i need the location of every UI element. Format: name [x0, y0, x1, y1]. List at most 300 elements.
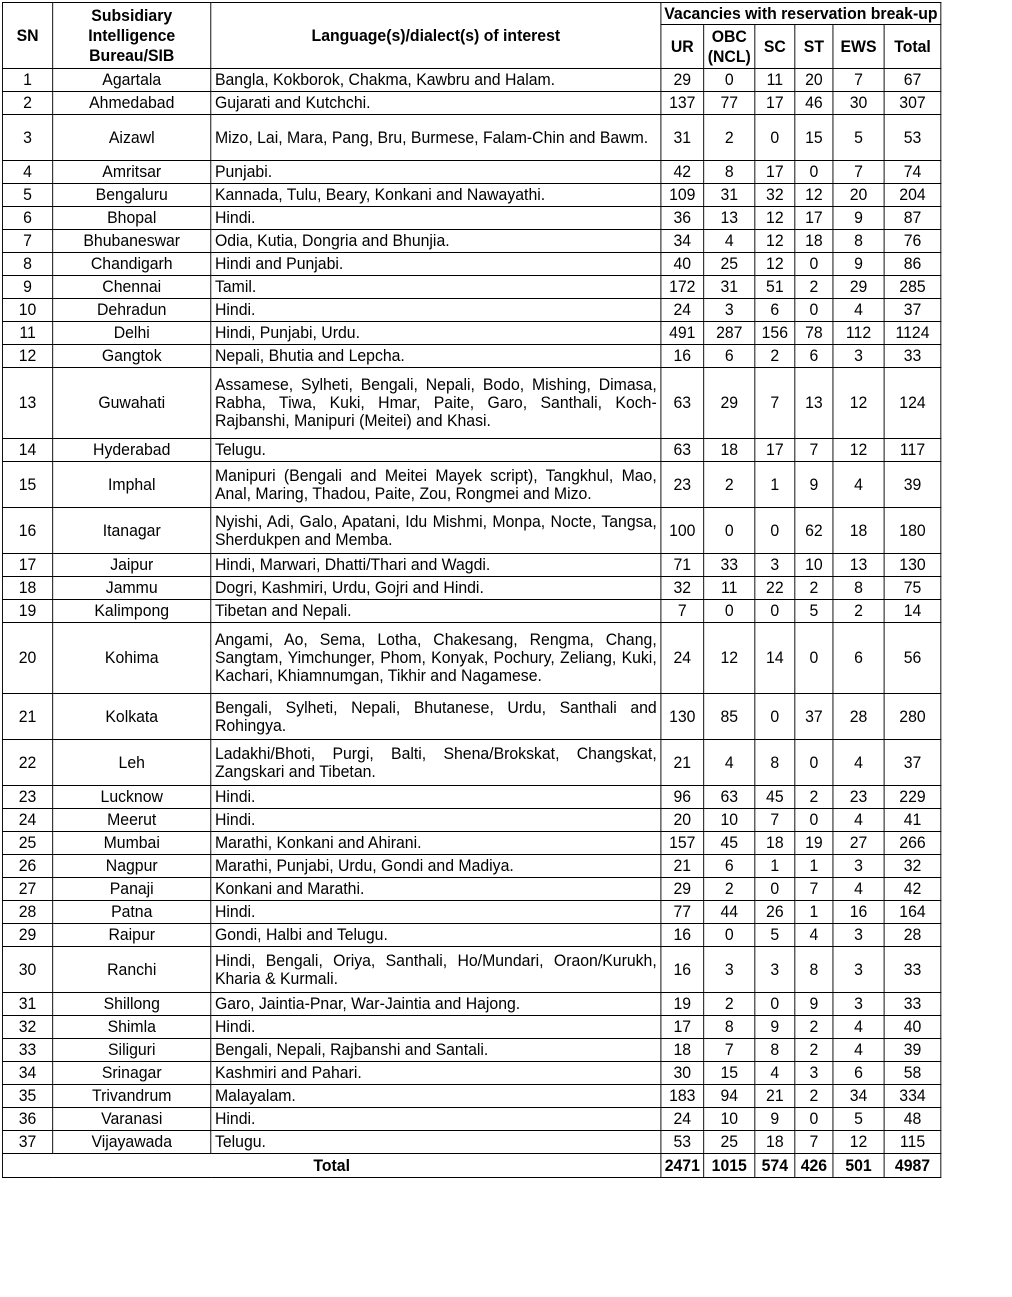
total-value: 334 [884, 1085, 941, 1108]
table-row [2, 1062, 940, 1085]
sn-cell: 25 [2, 832, 52, 855]
sc-value: 17 [755, 439, 795, 462]
table-row [2, 901, 940, 924]
language-list: Hindi and Punjabi. [211, 253, 661, 276]
table-row [2, 508, 940, 554]
table-row [2, 947, 940, 993]
sib-name: Lucknow [53, 786, 211, 809]
total-value: 56 [884, 623, 941, 694]
header-ews: EWS [833, 25, 884, 69]
sc-value: 8 [755, 740, 795, 786]
obc-value: 10 [704, 809, 755, 832]
sib-name: Shillong [53, 993, 211, 1016]
totals-obc: 1015 [704, 1154, 755, 1178]
ews-value: 6 [833, 623, 884, 694]
obc-value: 13 [704, 207, 755, 230]
sib-name: Jaipur [53, 554, 211, 577]
sn-cell: 21 [2, 694, 52, 740]
sib-name: Vijayawada [53, 1131, 211, 1154]
ur-value: 24 [661, 299, 704, 322]
st-value: 15 [795, 115, 833, 161]
table-row [2, 855, 940, 878]
language-list: Bengali, Sylheti, Nepali, Bhutanese, Urdu, Santhali and Rohingya. [211, 694, 661, 740]
total-value: 14 [884, 600, 941, 623]
sib-name: Dehradun [53, 299, 211, 322]
st-value: 46 [795, 92, 833, 115]
obc-value: 10 [704, 1108, 755, 1131]
table-row [2, 554, 940, 577]
sn-cell: 27 [2, 878, 52, 901]
language-list: Konkani and Marathi. [211, 878, 661, 901]
obc-value: 25 [704, 253, 755, 276]
total-value: 75 [884, 577, 941, 600]
obc-value: 29 [704, 368, 755, 439]
ews-value: 2 [833, 600, 884, 623]
totals-total: 4987 [884, 1154, 941, 1178]
language-list: Hindi. [211, 1108, 661, 1131]
ur-value: 34 [661, 230, 704, 253]
obc-value: 18 [704, 439, 755, 462]
st-value: 0 [795, 161, 833, 184]
ews-value: 29 [833, 276, 884, 299]
sc-value: 9 [755, 1108, 795, 1131]
st-value: 13 [795, 368, 833, 439]
sib-name: Chandigarh [53, 253, 211, 276]
sc-value: 3 [755, 947, 795, 993]
table-row [2, 740, 940, 786]
ur-value: 53 [661, 1131, 704, 1154]
st-value: 0 [795, 299, 833, 322]
ews-value: 13 [833, 554, 884, 577]
ur-value: 24 [661, 623, 704, 694]
sib-name: Bhopal [53, 207, 211, 230]
sc-value: 51 [755, 276, 795, 299]
obc-value: 2 [704, 878, 755, 901]
sn-cell: 18 [2, 577, 52, 600]
sc-value: 8 [755, 1039, 795, 1062]
language-list: Hindi. [211, 207, 661, 230]
sn-cell: 6 [2, 207, 52, 230]
sc-value: 0 [755, 600, 795, 623]
total-value: 204 [884, 184, 941, 207]
table-body [2, 69, 940, 1154]
language-list: Tamil. [211, 276, 661, 299]
sib-name: Ranchi [53, 947, 211, 993]
st-value: 78 [795, 322, 833, 345]
obc-value: 0 [704, 600, 755, 623]
obc-value: 4 [704, 740, 755, 786]
st-value: 7 [795, 1131, 833, 1154]
sn-cell: 29 [2, 924, 52, 947]
sc-value: 2 [755, 345, 795, 368]
total-value: 33 [884, 993, 941, 1016]
ews-value: 3 [833, 947, 884, 993]
sc-value: 21 [755, 1085, 795, 1108]
ur-value: 16 [661, 947, 704, 993]
sib-name: Varanasi [53, 1108, 211, 1131]
obc-value: 8 [704, 1016, 755, 1039]
sib-name: Amritsar [53, 161, 211, 184]
total-value: 130 [884, 554, 941, 577]
st-value: 1 [795, 901, 833, 924]
ews-value: 4 [833, 1016, 884, 1039]
ews-value: 4 [833, 1039, 884, 1062]
table-row [2, 161, 940, 184]
vacancy-table-sheet [2, 2, 1012, 1178]
header-sn: SN [2, 3, 52, 69]
ur-value: 63 [661, 439, 704, 462]
obc-value: 7 [704, 1039, 755, 1062]
total-value: 87 [884, 207, 941, 230]
totals-sc: 574 [755, 1154, 795, 1178]
st-value: 37 [795, 694, 833, 740]
obc-value: 77 [704, 92, 755, 115]
total-value: 280 [884, 694, 941, 740]
sib-name: Mumbai [53, 832, 211, 855]
table-row [2, 69, 940, 92]
table-row [2, 276, 940, 299]
sib-name: Raipur [53, 924, 211, 947]
obc-value: 6 [704, 345, 755, 368]
sc-value: 26 [755, 901, 795, 924]
sn-cell: 2 [2, 92, 52, 115]
obc-value: 2 [704, 115, 755, 161]
language-list: Marathi, Punjabi, Urdu, Gondi and Madiya. [211, 855, 661, 878]
obc-value: 33 [704, 554, 755, 577]
sc-value: 0 [755, 878, 795, 901]
sib-name: Siliguri [53, 1039, 211, 1062]
sib-name: Aizawl [53, 115, 211, 161]
total-value: 33 [884, 345, 941, 368]
ews-value: 8 [833, 577, 884, 600]
language-list: Angami, Ao, Sema, Lotha, Chakesang, Rengma, Chang, Sangtam, Yimchunger, Phom, Konyak, Pochury, Zeliang, Kuki, Kachari, Khiamnumgan, Tikhir and Nagamese. [211, 623, 661, 694]
total-value: 37 [884, 740, 941, 786]
sc-value: 0 [755, 694, 795, 740]
language-list: Gujarati and Kutchchi. [211, 92, 661, 115]
language-list: Dogri, Kashmiri, Urdu, Gojri and Hindi. [211, 577, 661, 600]
sc-value: 0 [755, 508, 795, 554]
sc-value: 18 [755, 1131, 795, 1154]
ews-value: 5 [833, 115, 884, 161]
sib-name: Agartala [53, 69, 211, 92]
sn-cell: 1 [2, 69, 52, 92]
ews-value: 12 [833, 439, 884, 462]
sn-cell: 8 [2, 253, 52, 276]
ur-value: 19 [661, 993, 704, 1016]
sn-cell: 30 [2, 947, 52, 993]
sn-cell: 4 [2, 161, 52, 184]
sc-value: 1 [755, 855, 795, 878]
obc-value: 2 [704, 462, 755, 508]
ews-value: 6 [833, 1062, 884, 1085]
language-list: Tibetan and Nepali. [211, 600, 661, 623]
total-value: 117 [884, 439, 941, 462]
total-value: 229 [884, 786, 941, 809]
st-value: 18 [795, 230, 833, 253]
total-value: 40 [884, 1016, 941, 1039]
total-value: 53 [884, 115, 941, 161]
st-value: 2 [795, 1085, 833, 1108]
st-value: 0 [795, 1108, 833, 1131]
total-value: 67 [884, 69, 941, 92]
total-value: 58 [884, 1062, 941, 1085]
st-value: 7 [795, 878, 833, 901]
ur-value: 109 [661, 184, 704, 207]
language-list: Hindi. [211, 299, 661, 322]
header-obc: OBC (NCL) [704, 25, 755, 69]
table-row [2, 462, 940, 508]
sc-value: 1 [755, 462, 795, 508]
sib-name: Ahmedabad [53, 92, 211, 115]
table-row [2, 322, 940, 345]
ur-value: 18 [661, 1039, 704, 1062]
sc-value: 9 [755, 1016, 795, 1039]
ews-value: 9 [833, 253, 884, 276]
sib-name: Patna [53, 901, 211, 924]
language-list: Bengali, Nepali, Rajbanshi and Santali. [211, 1039, 661, 1062]
table-row [2, 368, 940, 439]
total-value: 285 [884, 276, 941, 299]
ur-value: 491 [661, 322, 704, 345]
header-ur: UR [661, 25, 704, 69]
ur-value: 96 [661, 786, 704, 809]
table-row [2, 832, 940, 855]
table-row [2, 115, 940, 161]
total-value: 39 [884, 1039, 941, 1062]
total-value: 164 [884, 901, 941, 924]
obc-value: 25 [704, 1131, 755, 1154]
table-row [2, 809, 940, 832]
sib-name: Gangtok [53, 345, 211, 368]
header-language: Language(s)/dialect(s) of interest [211, 3, 661, 69]
sib-name: Meerut [53, 809, 211, 832]
ews-value: 27 [833, 832, 884, 855]
language-list: Malayalam. [211, 1085, 661, 1108]
sn-cell: 12 [2, 345, 52, 368]
sib-name: Nagpur [53, 855, 211, 878]
ews-value: 4 [833, 878, 884, 901]
totals-st: 426 [795, 1154, 833, 1178]
ews-value: 5 [833, 1108, 884, 1131]
ews-value: 7 [833, 69, 884, 92]
ur-value: 157 [661, 832, 704, 855]
sn-cell: 35 [2, 1085, 52, 1108]
table-row [2, 253, 940, 276]
ews-value: 18 [833, 508, 884, 554]
total-value: 266 [884, 832, 941, 855]
sc-value: 11 [755, 69, 795, 92]
ur-value: 29 [661, 878, 704, 901]
ur-value: 32 [661, 577, 704, 600]
ews-value: 4 [833, 299, 884, 322]
table-row [2, 1131, 940, 1154]
language-list: Nepali, Bhutia and Lepcha. [211, 345, 661, 368]
st-value: 17 [795, 207, 833, 230]
sn-cell: 31 [2, 993, 52, 1016]
table-row [2, 1085, 940, 1108]
sn-cell: 37 [2, 1131, 52, 1154]
sn-cell: 22 [2, 740, 52, 786]
ews-value: 30 [833, 92, 884, 115]
obc-value: 6 [704, 855, 755, 878]
table-row [2, 1108, 940, 1131]
total-value: 37 [884, 299, 941, 322]
sib-name: Imphal [53, 462, 211, 508]
sib-name: Itanagar [53, 508, 211, 554]
obc-value: 0 [704, 924, 755, 947]
ur-value: 71 [661, 554, 704, 577]
table-row [2, 878, 940, 901]
total-value: 180 [884, 508, 941, 554]
ews-value: 16 [833, 901, 884, 924]
sn-cell: 3 [2, 115, 52, 161]
table-row [2, 1039, 940, 1062]
st-value: 20 [795, 69, 833, 92]
table-row [2, 623, 940, 694]
language-list: Hindi, Bengali, Oriya, Santhali, Ho/Mundari, Oraon/Kurukh, Kharia & Kurmali. [211, 947, 661, 993]
sn-cell: 15 [2, 462, 52, 508]
sib-name: Hyderabad [53, 439, 211, 462]
sc-value: 0 [755, 993, 795, 1016]
sib-name: Kalimpong [53, 600, 211, 623]
ur-value: 40 [661, 253, 704, 276]
ews-value: 12 [833, 1131, 884, 1154]
sc-value: 7 [755, 809, 795, 832]
ur-value: 21 [661, 855, 704, 878]
obc-value: 85 [704, 694, 755, 740]
language-list: Odia, Kutia, Dongria and Bhunjia. [211, 230, 661, 253]
sib-name: Trivandrum [53, 1085, 211, 1108]
sc-value: 18 [755, 832, 795, 855]
sn-cell: 9 [2, 276, 52, 299]
ews-value: 7 [833, 161, 884, 184]
table-row [2, 1016, 940, 1039]
language-list: Ladakhi/Bhoti, Purgi, Balti, Shena/Brokskat, Changskat, Zangskari and Tibetan. [211, 740, 661, 786]
sc-value: 4 [755, 1062, 795, 1085]
st-value: 10 [795, 554, 833, 577]
sib-name: Kohima [53, 623, 211, 694]
sc-value: 17 [755, 92, 795, 115]
header-st: ST [795, 25, 833, 69]
obc-value: 45 [704, 832, 755, 855]
obc-value: 63 [704, 786, 755, 809]
ur-value: 17 [661, 1016, 704, 1039]
total-value: 28 [884, 924, 941, 947]
language-list: Mizo, Lai, Mara, Pang, Bru, Burmese, Falam-Chin and Bawm. [211, 115, 661, 161]
sn-cell: 11 [2, 322, 52, 345]
st-value: 9 [795, 993, 833, 1016]
sib-name: Guwahati [53, 368, 211, 439]
st-value: 0 [795, 740, 833, 786]
obc-value: 2 [704, 993, 755, 1016]
ur-value: 63 [661, 368, 704, 439]
ur-value: 137 [661, 92, 704, 115]
st-value: 0 [795, 623, 833, 694]
sn-cell: 5 [2, 184, 52, 207]
ews-value: 23 [833, 786, 884, 809]
total-value: 42 [884, 878, 941, 901]
table-row [2, 230, 940, 253]
sn-cell: 10 [2, 299, 52, 322]
total-value: 33 [884, 947, 941, 993]
st-value: 4 [795, 924, 833, 947]
ur-value: 7 [661, 600, 704, 623]
obc-value: 31 [704, 276, 755, 299]
obc-value: 0 [704, 508, 755, 554]
language-list: Punjabi. [211, 161, 661, 184]
ews-value: 12 [833, 368, 884, 439]
header-total: Total [884, 25, 941, 69]
sc-value: 12 [755, 230, 795, 253]
sib-name: Shimla [53, 1016, 211, 1039]
sib-name: Srinagar [53, 1062, 211, 1085]
ur-value: 30 [661, 1062, 704, 1085]
ews-value: 3 [833, 855, 884, 878]
sn-cell: 13 [2, 368, 52, 439]
sn-cell: 20 [2, 623, 52, 694]
st-value: 8 [795, 947, 833, 993]
obc-value: 11 [704, 577, 755, 600]
obc-value: 8 [704, 161, 755, 184]
st-value: 2 [795, 1039, 833, 1062]
sc-value: 45 [755, 786, 795, 809]
ews-value: 3 [833, 993, 884, 1016]
ur-value: 20 [661, 809, 704, 832]
language-list: Garo, Jaintia-Pnar, War-Jaintia and Hajong. [211, 993, 661, 1016]
sc-value: 6 [755, 299, 795, 322]
table-row [2, 786, 940, 809]
ews-value: 8 [833, 230, 884, 253]
st-value: 2 [795, 577, 833, 600]
sib-name: Leh [53, 740, 211, 786]
sn-cell: 23 [2, 786, 52, 809]
st-value: 9 [795, 462, 833, 508]
sn-cell: 33 [2, 1039, 52, 1062]
sn-cell: 14 [2, 439, 52, 462]
ews-value: 112 [833, 322, 884, 345]
st-value: 0 [795, 809, 833, 832]
table-row [2, 439, 940, 462]
sn-cell: 17 [2, 554, 52, 577]
table-row [2, 184, 940, 207]
language-list: Kannada, Tulu, Beary, Konkani and Nawayathi. [211, 184, 661, 207]
sc-value: 0 [755, 115, 795, 161]
language-list: Nyishi, Adi, Galo, Apatani, Idu Mishmi, Monpa, Nocte, Tangsa, Sherdukpen and Memba. [211, 508, 661, 554]
table-row [2, 577, 940, 600]
language-list: Hindi. [211, 809, 661, 832]
st-value: 1 [795, 855, 833, 878]
sib-name: Panaji [53, 878, 211, 901]
totals-label: Total [2, 1154, 660, 1178]
table-row [2, 600, 940, 623]
obc-value: 94 [704, 1085, 755, 1108]
sc-value: 156 [755, 322, 795, 345]
ur-value: 31 [661, 115, 704, 161]
sn-cell: 36 [2, 1108, 52, 1131]
sc-value: 12 [755, 253, 795, 276]
st-value: 2 [795, 276, 833, 299]
table-row [2, 299, 940, 322]
sn-cell: 19 [2, 600, 52, 623]
ews-value: 9 [833, 207, 884, 230]
obc-value: 31 [704, 184, 755, 207]
sc-value: 3 [755, 554, 795, 577]
header-vacancies: Vacancies with reservation break-up [661, 3, 941, 25]
language-list: Hindi. [211, 786, 661, 809]
total-value: 307 [884, 92, 941, 115]
ews-value: 28 [833, 694, 884, 740]
ur-value: 77 [661, 901, 704, 924]
